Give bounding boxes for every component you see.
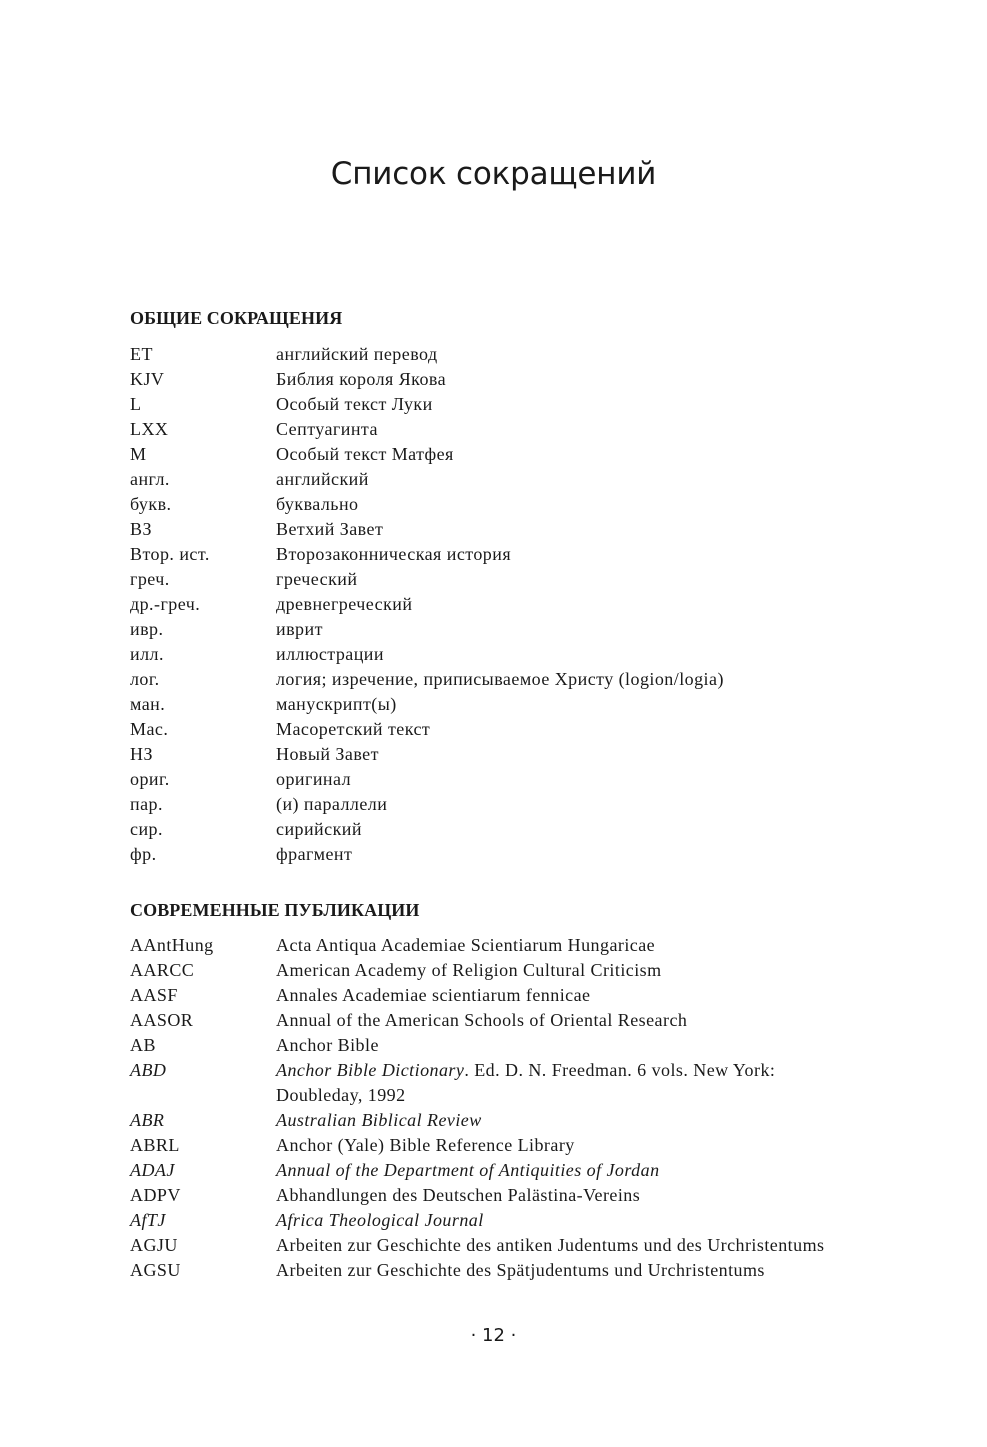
abbr-term: лог. [130,669,160,689]
list-item [130,933,910,958]
abbr-definition: сирийский [276,819,362,839]
list-item [130,767,910,792]
abbr-term: AASF [130,985,178,1005]
abbr-definition: оригинал [276,769,352,789]
abbr-term: L [130,394,142,414]
abbr-definition: Acta Antiqua Academiae Scientiarum Hungaricae [276,935,656,955]
abbr-term: ивр. [130,619,164,639]
abbr-definition: английский перевод [276,344,438,364]
list-item [130,1233,910,1258]
list-item [130,392,910,417]
abbr-term: др.-греч. [130,594,201,614]
list-item [130,1083,910,1108]
abbr-definition: Arbeiten zur Geschichte des antiken Judentums und des Urchristentums [276,1235,825,1255]
abbr-term [130,1083,276,1108]
list-item [130,1033,910,1058]
list-item [130,667,910,692]
abbr-term: ADPV [130,1185,181,1205]
abbr-definition: Особый текст Луки [276,394,433,414]
abbr-term: ABR [130,1110,165,1130]
abbr-definition: Arbeiten zur Geschichte des Spätjudentums und Urchristentums [276,1260,765,1280]
list-item [130,1158,910,1183]
abbr-definition: буквально [276,494,359,514]
list-item [130,717,910,742]
modern-publications-list [130,933,910,1283]
list-item [130,442,910,467]
abbr-term: НЗ [130,744,153,764]
abbr-term: греч. [130,569,170,589]
list-item [130,692,910,717]
abbr-term: пар. [130,794,163,814]
list-item [130,492,910,517]
abbr-definition: логия; изречение, приписываемое Христу (logion/logia) [276,669,724,689]
abbr-definition: Doubleday, 1992 [276,1085,406,1105]
abbr-definition: фрагмент [276,844,353,864]
abbr-term: AASOR [130,1010,194,1030]
abbr-term: ориг. [130,769,170,789]
abbr-definition-title: Anchor Bible Dictionary [276,1060,465,1080]
abbr-definition: (и) параллели [276,794,388,814]
general-abbreviations-list [130,342,910,867]
list-item [130,367,910,392]
abbr-definition: Особый текст Матфея [276,444,454,464]
abbr-term: сир. [130,819,163,839]
abbr-term: Мас. [130,719,169,739]
abbr-term: ADAJ [130,1160,175,1180]
abbr-definition: Annual of the American Schools of Oriental Research [276,1010,688,1030]
list-item [130,742,910,767]
abbr-term: ET [130,344,153,364]
abbr-term: ABD [130,1060,167,1080]
abbr-term: ABRL [130,1135,180,1155]
list-item [130,542,910,567]
abbr-term: AGJU [130,1235,178,1255]
abbr-term: AAntHung [130,935,214,955]
abbr-term: ман. [130,694,166,714]
abbr-term: LXX [130,419,169,439]
list-item [130,1108,910,1133]
list-item [130,567,910,592]
list-item [130,1008,910,1033]
abbr-definition: иврит [276,619,323,639]
list-item [130,467,910,492]
abbr-definition: Второзаконническая история [276,544,512,564]
abbr-term: M [130,444,147,464]
abbr-definition: Септуагинта [276,419,378,439]
abbr-definition: Новый Завет [276,744,379,764]
abbr-definition: Annales Academiae scientiarum fennicae [276,985,591,1005]
list-item [130,817,910,842]
abbr-definition: American Academy of Religion Cultural Criticism [276,960,662,980]
list-item [130,342,910,367]
list-item [130,1058,910,1083]
list-item [130,617,910,642]
list-item [130,1258,910,1283]
list-item [130,1208,910,1233]
list-item [130,417,910,442]
list-item [130,842,910,867]
list-item [130,642,910,667]
abbr-term: AGSU [130,1260,181,1280]
list-item [130,1133,910,1158]
abbr-term: букв. [130,494,172,514]
abbr-definition: Australian Biblical Review [276,1110,482,1130]
abbr-definition: древнегреческий [276,594,413,614]
abbr-term: фр. [130,844,157,864]
abbr-term: илл. [130,644,164,664]
list-item [130,517,910,542]
list-item [130,592,910,617]
page-number: · 12 · [470,1325,517,1346]
abbr-definition: греческий [276,569,358,589]
abbr-definition: английский [276,469,369,489]
abbr-definition: Библия короля Якова [276,369,447,389]
abbr-definition: Annual of the Department of Antiquities of Jordan [276,1160,660,1180]
abbr-definition: Масоретский текст [276,719,431,739]
abbr-term: AB [130,1035,156,1055]
list-item [130,792,910,817]
general-abbreviations-heading: ОБЩИЕ СОКРАЩЕНИЯ [130,308,343,328]
abbr-term: KJV [130,369,165,389]
page-title: Список сокращений [330,156,657,192]
abbr-definition: Anchor Bible [276,1035,379,1055]
abbr-definition: Africa Theological Journal [276,1210,484,1230]
abbr-term: англ. [130,469,170,489]
abbr-definition-rest: . Ed. D. N. Freedman. 6 vols. New York: [464,1060,776,1080]
modern-publications-heading: СОВРЕМЕННЫЕ ПУБЛИКАЦИИ [130,900,420,920]
abbr-term: Втор. ист. [130,544,210,564]
list-item [130,1183,910,1208]
abbr-definition: иллюстрации [276,644,384,664]
list-item [130,958,910,983]
list-item [130,983,910,1008]
abbr-term: AfTJ [130,1210,166,1230]
abbr-term: AARCC [130,960,195,980]
abbr-definition [276,1058,910,1083]
abbr-definition: Abhandlungen des Deutschen Palästina-Vereins [276,1185,641,1205]
abbr-definition: манускрипт(ы) [276,694,397,714]
abbr-term: ВЗ [130,519,152,539]
abbr-definition: Anchor (Yale) Bible Reference Library [276,1135,575,1155]
abbr-definition: Ветхий Завет [276,519,384,539]
